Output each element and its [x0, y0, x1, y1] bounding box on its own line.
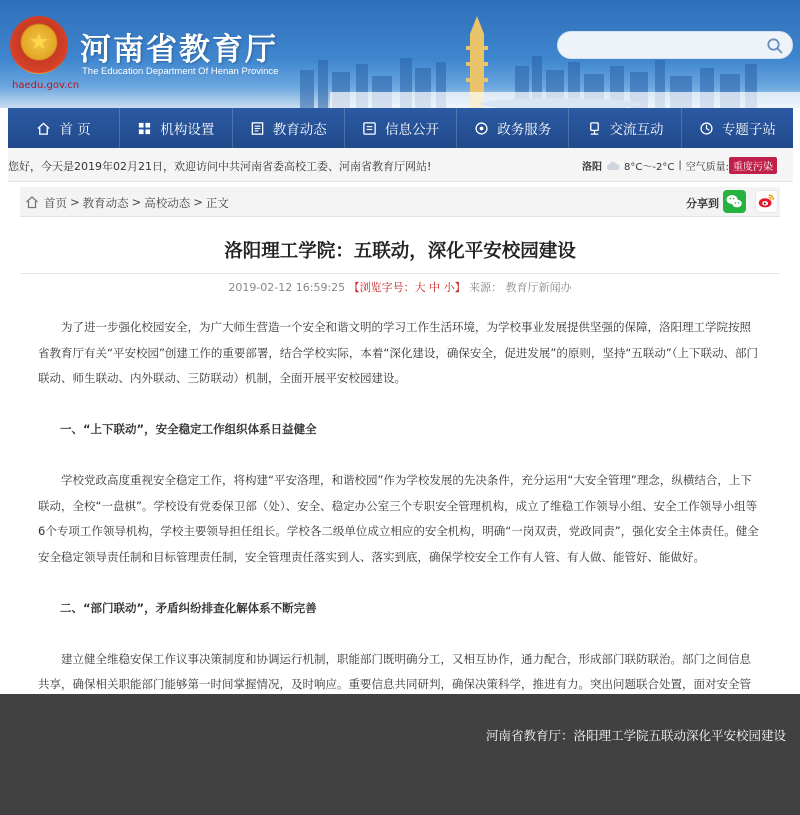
nav-item-home[interactable] [8, 108, 120, 148]
nav-item-org[interactable] [120, 108, 232, 148]
national-emblem-logo [10, 16, 68, 74]
article-source: 来源： 教育厅新闻办 [469, 281, 572, 294]
nav-item-label: 首 页 [59, 122, 91, 138]
article-meta [20, 279, 780, 295]
main-nav [8, 108, 793, 148]
weibo-icon [756, 191, 777, 212]
interaction-icon [587, 121, 602, 136]
cloud-icon [606, 161, 620, 171]
site-domain: haedu.gov.cn [12, 80, 80, 91]
breadcrumb-separator: > [193, 195, 203, 209]
home-icon [36, 121, 51, 136]
font-size-control[interactable]: 【浏览字号：大 中 小】 [348, 281, 466, 294]
article-date: 2019-02-12 16:59:25 [228, 281, 346, 294]
breadcrumb-college-news[interactable]: 高校动态 [144, 196, 191, 210]
search-icon[interactable] [766, 37, 784, 55]
nav-item-info[interactable] [345, 108, 457, 148]
welcome-bar [8, 148, 793, 182]
article-section-heading: 一、“上下联动”，安全稳定工作组织体系日益健全 [60, 422, 317, 436]
nav-item-label: 信息公开 [384, 122, 439, 138]
air-quality-badge: 重度污染 [729, 157, 777, 174]
article [20, 217, 780, 695]
share-label: 分享到 [686, 197, 719, 210]
weather-temperature: 8°C～-2°C [624, 162, 675, 173]
home-icon [25, 195, 39, 209]
breadcrumb-home[interactable]: 首页 [44, 196, 67, 210]
breadcrumb-separator: > [70, 195, 80, 209]
nav-item-news[interactable] [233, 108, 345, 148]
wechat-icon [723, 190, 746, 213]
weather-city: 洛阳 [582, 162, 602, 173]
service-icon [474, 121, 489, 136]
share-weibo-button[interactable] [755, 190, 778, 213]
article-paragraph: 建立健全维稳安保工作议事决策制度和协调运行机制，职能部门既明确分工，又相互协作，通力配合，形成部门联防联治。部门之间信息共享，确保相关职能部门能够第一时间掌握情况，及时响应。重要信息共同研判，确保决策科学，推进有力。突出问题联合处置，面对安全管 [38, 651, 751, 691]
title-divider [20, 273, 780, 274]
share-wechat-button[interactable] [723, 190, 746, 213]
weather-info [582, 158, 729, 173]
breadcrumb [20, 187, 780, 217]
nav-item-topic[interactable] [682, 108, 793, 148]
nav-item-label: 专题子站 [721, 122, 776, 138]
site-subtitle: The Education Department Of Henan Province [82, 66, 279, 77]
air-quality-label: 空气质量: [685, 162, 730, 173]
breadcrumb-separator: > [131, 195, 142, 209]
nav-item-label: 教育动态 [272, 122, 327, 138]
search-input[interactable] [570, 36, 760, 56]
welcome-message: 您好，今天是2019年02月21日，欢迎访问中共河南省委高校工委、河南省教育厅网站! [8, 160, 432, 173]
nav-item-label: 交流互动 [609, 122, 664, 138]
header-banner [0, 0, 800, 108]
breadcrumb-current: 正文 [205, 196, 229, 210]
weather-separator: | [678, 160, 682, 171]
caption-text: 河南省教育厅：洛阳理工学院五联动深化平安校园建设 [485, 728, 786, 743]
nav-item-label: 机构设置 [160, 122, 215, 138]
article-section-heading: 二、“部门联动”，矛盾纠纷排查化解体系不断完善 [60, 600, 317, 615]
nav-item-interaction[interactable] [569, 108, 681, 148]
site-title: 河南省教育厅 [80, 32, 278, 68]
info-icon [362, 121, 377, 136]
star-icon: ★ [29, 30, 49, 55]
nav-item-label: 政务服务 [497, 122, 552, 138]
news-icon [250, 121, 265, 136]
article-paragraph: 为了进一步强化校园安全，为广大师生营造一个安全和谐文明的学习工作生活环境，为学校事业发展提供坚强的保障，洛阳理工学院按照省教育厅有关“平安校园”创建工作的重要部署，结合学校实际，本着“深化建设，确保安全，促进发展”的原则，坚持“五联动”（上下联动、部门联动、师生联动、内外联动、三防联动）机制，全面开展平安校园建设。 [38, 320, 758, 385]
search-box [557, 31, 793, 59]
nav-item-service[interactable] [457, 108, 569, 148]
caption-bar [0, 694, 800, 815]
breadcrumb-trail [44, 195, 229, 211]
article-body [38, 315, 762, 723]
article-title: 洛阳理工学院：五联动，深化平安校园建设 [224, 241, 576, 262]
org-icon [137, 121, 152, 136]
breadcrumb-news[interactable]: 教育动态 [82, 196, 129, 210]
topic-icon [699, 121, 714, 136]
article-paragraph: 学校党政高度重视安全稳定工作，将构建“平安洛理，和谐校园”作为学校发展的先决条件，充分运用“大安全管理”理念，纵横结合，上下联动，全校“一盘棋”。学校设有党委保卫部（处）、安全、稳定办公室三个专职安全管理机构，成立了维稳工作领导小组、安全工作领导小组等6个专项工作领导机构，学校主要领导担任组长。学校各二级单位成立相应的安全机构，明确“一岗双责，党政同责”，强化安全主体责任。健全安全稳定领导责任制和目标管理责任制，安全管理责任落实到人、落实到底，确保学校安全工作有人管、有人做、能管好、能做好。 [38, 473, 759, 564]
